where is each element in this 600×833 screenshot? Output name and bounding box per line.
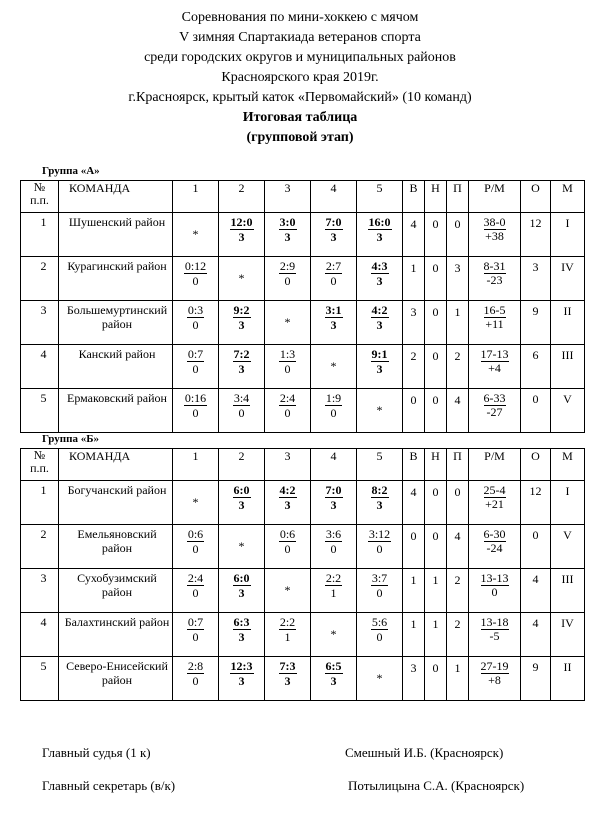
goals-diff (469, 525, 521, 569)
match-goals: 1:9 (325, 391, 342, 405)
match-score (311, 657, 357, 701)
place-value: III (551, 345, 585, 389)
losses-value: 2 (447, 345, 469, 389)
losses-value: 2 (447, 613, 469, 657)
losses-value: 3 (447, 257, 469, 301)
self-match-star: * (357, 657, 403, 701)
self-match-star: * (357, 389, 403, 433)
match-score (357, 481, 403, 525)
chief-judge-label: Главный судья (1 к) (42, 745, 151, 760)
match-points: 3 (330, 498, 337, 512)
row-number: 5 (21, 657, 59, 701)
draws-value: 0 (425, 389, 447, 433)
match-score (357, 301, 403, 345)
match-goals: 12:0 (230, 215, 253, 229)
goals-scored-conceded: 27-19 (480, 659, 509, 673)
column-header-goals: Р/М (469, 181, 521, 213)
column-header-place: М (551, 181, 585, 213)
column-header-opponent-4: 4 (311, 181, 357, 213)
column-header-number-line1: № (33, 180, 46, 194)
match-score (357, 569, 403, 613)
team-name: Канский район (59, 345, 173, 389)
match-score (357, 525, 403, 569)
self-match-star: * (311, 345, 357, 389)
column-header-opponent-2: 2 (219, 181, 265, 213)
losses-value: 1 (447, 301, 469, 345)
match-points: 3 (376, 498, 383, 512)
column-header-draws: Н (425, 449, 447, 481)
goal-difference: -23 (486, 273, 503, 287)
goal-difference: -5 (489, 629, 500, 643)
goal-difference: +21 (485, 497, 504, 511)
place-value: IV (551, 613, 585, 657)
goals-diff (469, 389, 521, 433)
match-goals: 6:0 (233, 483, 250, 497)
place-value: IV (551, 257, 585, 301)
match-points: 0 (284, 542, 291, 556)
match-score (219, 213, 265, 257)
place-value: II (551, 657, 585, 701)
header-line-final-table: Итоговая таблица (242, 110, 358, 125)
draws-value: 0 (425, 257, 447, 301)
match-points: 3 (238, 674, 245, 688)
match-points: 1 (330, 586, 337, 600)
group-a-table (20, 180, 585, 433)
match-score (265, 657, 311, 701)
match-score (311, 257, 357, 301)
match-goals: 3:1 (325, 303, 342, 317)
group-b-table (20, 448, 585, 701)
match-goals: 4:2 (279, 483, 296, 497)
column-header-number-line2: п.п. (30, 461, 49, 475)
match-points: 3 (238, 630, 245, 644)
match-goals: 6:0 (233, 571, 250, 585)
self-match-star: * (265, 569, 311, 613)
goal-difference: 0 (491, 585, 498, 599)
match-goals: 0:6 (279, 527, 296, 541)
group-a-title: Группа «А» (42, 165, 100, 177)
table-row (21, 257, 585, 301)
goal-difference: +4 (488, 361, 501, 375)
wins-value: 1 (403, 613, 425, 657)
losses-value: 2 (447, 569, 469, 613)
goal-difference: -24 (486, 541, 503, 555)
column-header-opponent-2: 2 (219, 449, 265, 481)
self-match-star: * (219, 257, 265, 301)
column-header-points: О (521, 449, 551, 481)
points-value: 0 (521, 525, 551, 569)
goals-diff (469, 613, 521, 657)
goal-difference: +11 (485, 317, 504, 331)
place-value: II (551, 301, 585, 345)
match-points: 0 (330, 274, 337, 288)
wins-value: 0 (403, 525, 425, 569)
match-goals: 3:6 (325, 527, 342, 541)
table-row (21, 389, 585, 433)
goal-difference: +38 (485, 229, 504, 243)
points-value: 12 (521, 213, 551, 257)
self-match-star: * (219, 525, 265, 569)
header-line-participants: среди городских округов и муниципальных районов (144, 50, 456, 65)
column-header-opponent-1: 1 (173, 449, 219, 481)
wins-value: 3 (403, 301, 425, 345)
table-row (21, 213, 585, 257)
goal-difference: -27 (486, 405, 503, 419)
chief-secretary-label: Главный секретарь (в/к) (42, 778, 176, 793)
column-header-number (21, 181, 59, 213)
match-points: 0 (284, 406, 291, 420)
match-goals: 7:2 (233, 347, 250, 361)
match-goals: 2:9 (279, 259, 296, 273)
wins-value: 1 (403, 257, 425, 301)
points-value: 4 (521, 569, 551, 613)
match-goals: 7:0 (325, 215, 342, 229)
goals-diff (469, 657, 521, 701)
match-score (311, 569, 357, 613)
match-points: 0 (330, 406, 337, 420)
match-score (173, 657, 219, 701)
match-points: 3 (330, 318, 337, 332)
draws-value: 0 (425, 657, 447, 701)
losses-value: 4 (447, 525, 469, 569)
row-number: 2 (21, 257, 59, 301)
place-value: I (551, 481, 585, 525)
match-goals: 2:8 (187, 659, 204, 673)
match-score (357, 345, 403, 389)
header-row (21, 181, 585, 213)
goals-diff (469, 257, 521, 301)
place-value: I (551, 213, 585, 257)
goals-diff (469, 213, 521, 257)
draws-value: 1 (425, 569, 447, 613)
match-goals: 4:2 (371, 303, 388, 317)
match-score (219, 301, 265, 345)
points-value: 3 (521, 257, 551, 301)
table-row (21, 481, 585, 525)
column-header-number (21, 449, 59, 481)
column-header-losses: П (447, 181, 469, 213)
match-score (219, 613, 265, 657)
goals-scored-conceded: 25-4 (483, 483, 506, 497)
goals-scored-conceded: 8-31 (483, 259, 506, 273)
match-points: 3 (238, 498, 245, 512)
goals-diff (469, 301, 521, 345)
match-goals: 2:2 (325, 571, 342, 585)
points-value: 4 (521, 613, 551, 657)
match-points: 1 (284, 630, 291, 644)
wins-value: 2 (403, 345, 425, 389)
draws-value: 0 (425, 481, 447, 525)
team-name: Балахтинский район (59, 613, 173, 657)
match-points: 0 (192, 674, 199, 688)
match-score (311, 525, 357, 569)
team-name: Северо-Енисейский район (59, 657, 173, 701)
chief-secretary-name: Потылицына С.А. (Красноярск) (348, 778, 525, 793)
goal-difference: +8 (488, 673, 501, 687)
column-header-opponent-5: 5 (357, 449, 403, 481)
wins-value: 0 (403, 389, 425, 433)
match-goals: 0:3 (187, 303, 204, 317)
document-header (0, 8, 600, 148)
match-score (219, 569, 265, 613)
match-goals: 2:2 (279, 615, 296, 629)
header-line-spartakiad: V зимняя Спартакиада ветеранов спорта (179, 30, 421, 45)
points-value: 9 (521, 657, 551, 701)
wins-value: 3 (403, 657, 425, 701)
losses-value: 4 (447, 389, 469, 433)
match-points: 0 (192, 362, 199, 376)
match-score (173, 569, 219, 613)
match-points: 3 (238, 318, 245, 332)
row-number: 3 (21, 569, 59, 613)
match-score (311, 213, 357, 257)
table-row (21, 301, 585, 345)
match-goals: 0:12 (184, 259, 207, 273)
goals-scored-conceded: 38-0 (483, 215, 506, 229)
column-header-number-line2: п.п. (30, 193, 49, 207)
match-score (173, 525, 219, 569)
goals-scored-conceded: 6-30 (483, 527, 506, 541)
team-name: Богучанский район (59, 481, 173, 525)
losses-value: 0 (447, 213, 469, 257)
match-score (265, 345, 311, 389)
row-number: 1 (21, 213, 59, 257)
points-value: 6 (521, 345, 551, 389)
draws-value: 0 (425, 345, 447, 389)
match-points: 3 (284, 674, 291, 688)
match-score (265, 257, 311, 301)
match-points: 3 (376, 230, 383, 244)
match-goals: 8:2 (371, 483, 388, 497)
match-goals: 9:1 (371, 347, 388, 361)
match-points: 0 (192, 586, 199, 600)
match-points: 0 (376, 630, 383, 644)
team-name: Ермаковский район (59, 389, 173, 433)
draws-value: 0 (425, 301, 447, 345)
team-name: Шушенский район (59, 213, 173, 257)
match-goals: 3:12 (368, 527, 391, 541)
points-value: 0 (521, 389, 551, 433)
row-number: 5 (21, 389, 59, 433)
match-score (311, 389, 357, 433)
match-score (265, 525, 311, 569)
match-score (173, 257, 219, 301)
header-line-venue: г.Красноярск, крытый каток «Первомайский» (10 команд) (128, 90, 472, 105)
column-header-opponent-1: 1 (173, 181, 219, 213)
place-value: V (551, 525, 585, 569)
match-points: 0 (192, 274, 199, 288)
match-points: 0 (284, 274, 291, 288)
match-score (357, 213, 403, 257)
match-goals: 0:6 (187, 527, 204, 541)
match-goals: 16:0 (368, 215, 391, 229)
self-match-star: * (173, 481, 219, 525)
row-number: 4 (21, 345, 59, 389)
losses-value: 0 (447, 481, 469, 525)
match-score (219, 345, 265, 389)
match-points: 0 (192, 318, 199, 332)
table-row (21, 657, 585, 701)
draws-value: 0 (425, 525, 447, 569)
row-number: 4 (21, 613, 59, 657)
points-value: 9 (521, 301, 551, 345)
row-number: 2 (21, 525, 59, 569)
match-score (173, 613, 219, 657)
team-name: Большемуртинский район (59, 301, 173, 345)
self-match-star: * (311, 613, 357, 657)
place-value: V (551, 389, 585, 433)
match-goals: 1:3 (279, 347, 296, 361)
table-row (21, 613, 585, 657)
goals-scored-conceded: 13-13 (480, 571, 509, 585)
match-score (311, 481, 357, 525)
match-goals: 6:5 (325, 659, 342, 673)
match-points: 3 (376, 318, 383, 332)
match-points: 0 (330, 542, 337, 556)
match-points: 3 (330, 674, 337, 688)
match-score (219, 389, 265, 433)
row-number: 1 (21, 481, 59, 525)
match-points: 0 (376, 542, 383, 556)
match-goals: 0:7 (187, 347, 204, 361)
team-name: Емельяновский район (59, 525, 173, 569)
column-header-wins: В (403, 181, 425, 213)
goals-scored-conceded: 13-18 (480, 615, 509, 629)
match-goals: 12:3 (230, 659, 253, 673)
column-header-opponent-5: 5 (357, 181, 403, 213)
header-line-group-stage: (групповой этап) (246, 130, 354, 145)
match-points: 0 (192, 542, 199, 556)
header-line-competition: Соревнования по мини-хоккею с мячом (181, 10, 419, 25)
match-goals: 6:3 (233, 615, 250, 629)
draws-value: 0 (425, 213, 447, 257)
chief-judge-name: Смешный И.Б. (Красноярск) (345, 745, 504, 760)
self-match-star: * (265, 301, 311, 345)
match-points: 0 (192, 630, 199, 644)
team-name: Сухобузимский район (59, 569, 173, 613)
match-goals: 9:2 (233, 303, 250, 317)
match-points: 0 (192, 406, 199, 420)
match-score (357, 257, 403, 301)
match-score (219, 481, 265, 525)
match-goals: 0:7 (187, 615, 204, 629)
points-value: 12 (521, 481, 551, 525)
column-header-draws: Н (425, 181, 447, 213)
match-score (173, 301, 219, 345)
goals-scored-conceded: 16-5 (483, 303, 506, 317)
column-header-team: КОМАНДА (59, 181, 173, 213)
column-header-team: КОМАНДА (59, 449, 173, 481)
self-match-star: * (173, 213, 219, 257)
match-score (173, 389, 219, 433)
match-points: 0 (238, 406, 245, 420)
column-header-wins: В (403, 449, 425, 481)
column-header-goals: Р/М (469, 449, 521, 481)
goals-diff (469, 345, 521, 389)
match-points: 3 (376, 362, 383, 376)
match-score (357, 613, 403, 657)
match-points: 0 (284, 362, 291, 376)
column-header-number-line1: № (33, 448, 46, 462)
goals-diff (469, 569, 521, 613)
column-header-opponent-3: 3 (265, 449, 311, 481)
header-row (21, 449, 585, 481)
match-points: 3 (284, 230, 291, 244)
losses-value: 1 (447, 657, 469, 701)
table-row (21, 525, 585, 569)
match-goals: 3:4 (233, 391, 250, 405)
match-score (265, 613, 311, 657)
match-goals: 3:7 (371, 571, 388, 585)
match-score (265, 481, 311, 525)
match-goals: 7:0 (325, 483, 342, 497)
match-score (265, 389, 311, 433)
match-points: 3 (376, 274, 383, 288)
match-points: 3 (238, 230, 245, 244)
draws-value: 1 (425, 613, 447, 657)
match-score (311, 301, 357, 345)
column-header-place: М (551, 449, 585, 481)
team-name: Курагинский район (59, 257, 173, 301)
match-points: 3 (284, 498, 291, 512)
match-goals: 2:4 (279, 391, 296, 405)
column-header-losses: П (447, 449, 469, 481)
match-points: 3 (330, 230, 337, 244)
match-goals: 2:4 (187, 571, 204, 585)
goals-scored-conceded: 6-33 (483, 391, 506, 405)
column-header-points: О (521, 181, 551, 213)
table-row (21, 345, 585, 389)
group-b-title: Группа «Б» (42, 433, 99, 445)
wins-value: 4 (403, 213, 425, 257)
wins-value: 4 (403, 481, 425, 525)
goals-diff (469, 481, 521, 525)
match-score (265, 213, 311, 257)
header-line-region-year: Красноярского края 2019г. (221, 70, 379, 85)
match-goals: 0:16 (184, 391, 207, 405)
match-score (219, 657, 265, 701)
match-goals: 3:0 (279, 215, 296, 229)
match-goals: 2:7 (325, 259, 342, 273)
row-number: 3 (21, 301, 59, 345)
match-goals: 5:6 (371, 615, 388, 629)
match-points: 3 (238, 586, 245, 600)
match-score (173, 345, 219, 389)
column-header-opponent-3: 3 (265, 181, 311, 213)
match-points: 0 (376, 586, 383, 600)
table-row (21, 569, 585, 613)
wins-value: 1 (403, 569, 425, 613)
match-points: 3 (238, 362, 245, 376)
match-goals: 4:3 (371, 259, 388, 273)
goals-scored-conceded: 17-13 (480, 347, 509, 361)
column-header-opponent-4: 4 (311, 449, 357, 481)
place-value: III (551, 569, 585, 613)
match-goals: 7:3 (279, 659, 296, 673)
